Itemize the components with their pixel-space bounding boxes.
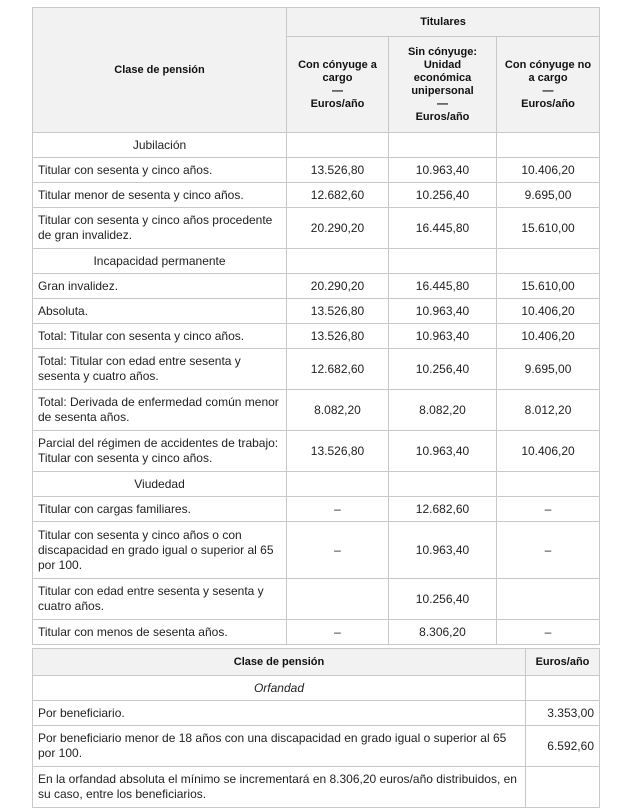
row-label: Gran invalidez.: [33, 274, 287, 299]
cell-value-col1: [287, 249, 389, 274]
orfandad-header-clase: Clase de pensión: [33, 649, 526, 676]
cell-value-col2: [389, 133, 497, 158]
row-label: Total: Titular con sesenta y cinco años.: [33, 324, 287, 349]
header-col-con-conyuge-no-cargo: [497, 37, 600, 133]
orfandad-table: [32, 648, 600, 808]
cell-value-col1: 13.526,80: [287, 158, 389, 183]
row-label: En la orfandad absoluta el mínimo se incrementará en 8.306,20 euros/año distribuidos, en su caso, entre los beneficiarios.: [33, 767, 526, 808]
cell-value-col3: 10.406,20: [497, 324, 600, 349]
row-label: Parcial del régimen de accidentes de trabajo: Titular con sesenta y cinco años.: [33, 431, 287, 472]
table-row: [33, 767, 600, 808]
section-label: Incapacidad permanente: [33, 249, 287, 274]
cell-value-col1: 13.526,80: [287, 324, 389, 349]
section-label: Orfandad: [33, 676, 526, 701]
cell-value-col2: 16.445,80: [389, 274, 497, 299]
cell-value-col2: 10.963,40: [389, 522, 497, 579]
table-row: [33, 349, 600, 390]
table-row: [33, 208, 600, 249]
section-label: Viudedad: [33, 472, 287, 497]
row-label: Total: Titular con edad entre sesenta y sesenta y cuatro años.: [33, 349, 287, 390]
cell-value-col1: 20.290,20: [287, 274, 389, 299]
cell-value-euros: 6.592,60: [526, 726, 600, 767]
table-row: [33, 324, 600, 349]
cell-value-col1: –: [287, 620, 389, 645]
header-col3-unit: Euros/año: [521, 97, 575, 110]
cell-value-col1: 13.526,80: [287, 431, 389, 472]
row-label: Por beneficiario.: [33, 701, 526, 726]
header-col2-title: Sin cónyuge: Unidad económica unipersonal: [407, 45, 478, 97]
section-row: [33, 133, 600, 158]
cell-value-col3: 10.406,20: [497, 431, 600, 472]
cell-value-col2: [389, 249, 497, 274]
cell-value-col1: –: [287, 497, 389, 522]
row-label: Titular con menos de sesenta años.: [33, 620, 287, 645]
header-col1-unit: Euros/año: [310, 97, 365, 110]
cell-value-col1: [287, 579, 389, 620]
header-col1-title: Con cónyuge a cargo: [298, 58, 377, 84]
header-col2-unit: Euros/año: [415, 110, 470, 123]
table-row: [33, 522, 600, 579]
table-row: [33, 390, 600, 431]
cell-value-col2: 8.306,20: [389, 620, 497, 645]
cell-value-col2: 10.256,40: [389, 183, 497, 208]
cell-value-col3: –: [497, 620, 600, 645]
header-col-con-conyuge: [287, 37, 389, 133]
cell-value-col1: [287, 472, 389, 497]
cell-value-col3: [497, 133, 600, 158]
orfandad-header-row: [33, 649, 600, 676]
cell-value-col3: 9.695,00: [497, 349, 600, 390]
header-col-sin-conyuge: [389, 37, 497, 133]
section-row: [33, 249, 600, 274]
header-col3-title: Con cónyuge no a cargo: [504, 58, 592, 84]
cell-value-col2: 10.963,40: [389, 324, 497, 349]
cell-value-col3: 10.406,20: [497, 299, 600, 324]
cell-value-col3: [497, 579, 600, 620]
cell-value-col3: [497, 472, 600, 497]
cell-value-col2: 8.082,20: [389, 390, 497, 431]
cell-value-col1: [287, 133, 389, 158]
table-row: [33, 620, 600, 645]
orfandad-header-euros: Euros/año: [526, 649, 600, 676]
cell-value-col3: 15.610,00: [497, 208, 600, 249]
cell-value-col1: –: [287, 522, 389, 579]
cell-value-col3: 10.406,20: [497, 158, 600, 183]
section-label: Jubilación: [33, 133, 287, 158]
table-row: [33, 579, 600, 620]
cell-value-col2: 10.963,40: [389, 299, 497, 324]
table-row: [33, 274, 600, 299]
row-label: Titular con sesenta y cinco años procedente de gran invalidez.: [33, 208, 287, 249]
table-row: [33, 158, 600, 183]
cell-value-col3: 9.695,00: [497, 183, 600, 208]
cell-value-col3: –: [497, 522, 600, 579]
cell-value-col1: 20.290,20: [287, 208, 389, 249]
row-label: Titular con sesenta y cinco años.: [33, 158, 287, 183]
cell-value-col2: [389, 472, 497, 497]
section-row: [33, 676, 600, 701]
pension-table: [32, 7, 600, 645]
cell-value-col1: 13.526,80: [287, 299, 389, 324]
header-col1-dash: —: [332, 84, 343, 97]
row-label: Titular menor de sesenta y cinco años.: [33, 183, 287, 208]
cell-value-col2: 12.682,60: [389, 497, 497, 522]
cell-value-euros: 3.353,00: [526, 701, 600, 726]
section-row: [33, 472, 600, 497]
header-titulares: Titulares: [287, 8, 600, 37]
table-row: [33, 299, 600, 324]
cell-value-col3: 15.610,00: [497, 274, 600, 299]
cell-value-col2: 10.256,40: [389, 349, 497, 390]
cell-value-col2: 16.445,80: [389, 208, 497, 249]
cell-value-col3: –: [497, 497, 600, 522]
header-col3-dash: —: [542, 84, 554, 97]
cell-value-col2: 10.963,40: [389, 158, 497, 183]
table-row: [33, 726, 600, 767]
table-row: [33, 497, 600, 522]
header-clase: Clase de pensión: [33, 8, 287, 133]
row-label: Total: Derivada de enfermedad común menor de sesenta años.: [33, 390, 287, 431]
row-label: Absoluta.: [33, 299, 287, 324]
row-label: Titular con edad entre sesenta y sesenta y cuatro años.: [33, 579, 287, 620]
header-row-titulares: [33, 8, 600, 37]
cell-value-col2: 10.963,40: [389, 431, 497, 472]
table-row: [33, 431, 600, 472]
cell-value-euros: [526, 767, 600, 808]
cell-value-col2: 10.256,40: [389, 579, 497, 620]
row-label: Por beneficiario menor de 18 años con una discapacidad en grado igual o superior al 65 por 100.: [33, 726, 526, 767]
cell-value-col1: 8.082,20: [287, 390, 389, 431]
row-label: Titular con sesenta y cinco años o con discapacidad en grado igual o superior al 65 por 100.: [33, 522, 287, 579]
table-row: [33, 701, 600, 726]
cell-value-col1: 12.682,60: [287, 183, 389, 208]
cell-value-col3: [497, 249, 600, 274]
table-row: [33, 183, 600, 208]
cell-value-col3: 8.012,20: [497, 390, 600, 431]
header-col2-dash: —: [437, 97, 448, 110]
cell-value-euros: [526, 676, 600, 701]
cell-value-col1: 12.682,60: [287, 349, 389, 390]
row-label: Titular con cargas familiares.: [33, 497, 287, 522]
